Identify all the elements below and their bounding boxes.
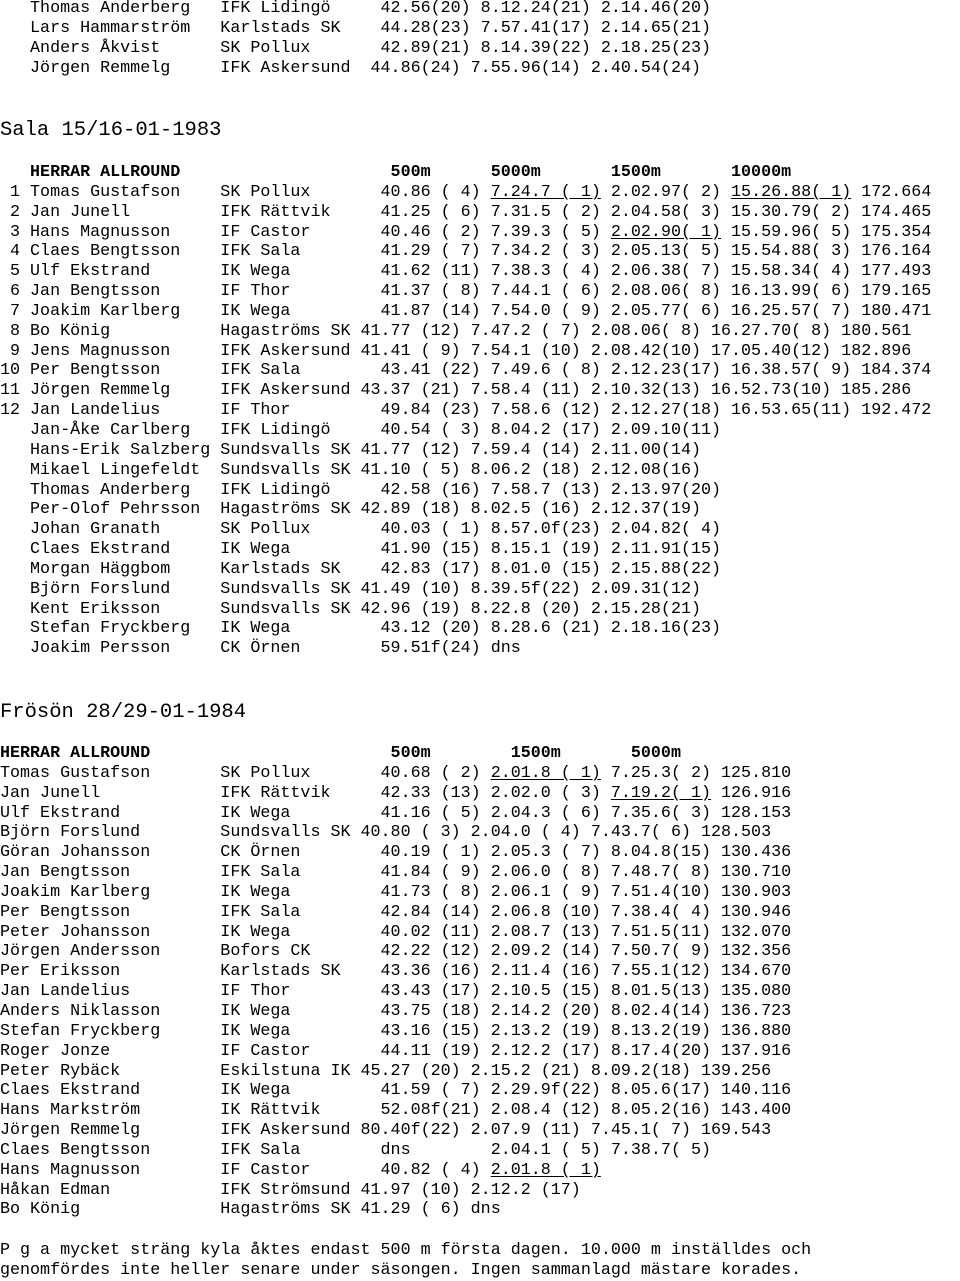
row-text: Mikael Lingefeldt Sundsvalls SK 41.10 ( 5) 8.06.2 (18) 2.12.08(16) xyxy=(0,460,701,480)
result-row xyxy=(0,1081,791,1101)
result-row xyxy=(0,580,931,600)
result-row xyxy=(0,1181,791,1201)
row-text: Bo König Hagaströms SK 41.29 ( 6) dns xyxy=(0,1200,501,1220)
row-text: Göran Johansson CK Örnen 40.19 ( 1) 2.05.3 ( 7) 8.04.8(15) 130.436 xyxy=(0,843,792,863)
froson-title: Frösön 28/29-01-1984 xyxy=(0,701,247,724)
row-text: 6 Jan Bengtsson IF Thor 41.37 ( 8) 7.44.1 ( 6) 2.08.06( 8) 16.13.99( 6) 179.165 xyxy=(0,282,932,302)
best-time-cell: 2.01.8 ( 1) xyxy=(490,1160,601,1180)
result-row xyxy=(0,942,791,962)
result-row xyxy=(0,1042,791,1062)
result-row xyxy=(0,242,931,262)
row-text: Stefan Fryckberg IK Wega 43.12 (20) 8.28.6 (21) 2.18.16(23) xyxy=(0,619,722,639)
result-row xyxy=(0,1121,791,1141)
froson-header: HERRAR ALLROUND 500m 1500m 5000m xyxy=(0,744,681,763)
row-text: Kent Eriksson Sundsvalls SK 42.96 (19) 8.22.8 (20) 2.15.28(21) xyxy=(0,599,701,619)
row-text: Jan Bengtsson IFK Sala 41.84 ( 9) 2.06.0 ( 8) 7.48.7( 8) 130.710 xyxy=(0,863,792,883)
row-text: Joakim Persson CK Örnen 59.51f(24) dns xyxy=(0,639,521,659)
footnote-line: P g a mycket sträng kyla åktes endast 500 m första dagen. 10.000 m inställdes och xyxy=(0,1241,812,1260)
row-text: Hans Magnusson IF Castor 40.82 ( 4) xyxy=(0,1160,491,1180)
row-text: Claes Ekstrand IK Wega 41.59 ( 7) 2.29.9f(22) 8.05.6(17) 140.116 xyxy=(0,1081,792,1101)
result-row xyxy=(0,520,931,540)
row-text: Hans-Erik Salzberg Sundsvalls SK 41.77 (12) 7.59.4 (14) 2.11.00(14) xyxy=(0,440,701,460)
footnote xyxy=(0,1241,811,1281)
row-text: 1 Tomas Gustafson SK Pollux 40.86 ( 4) xyxy=(0,182,491,202)
result-row xyxy=(0,203,931,223)
footnote-line: genomfördes inte heller senare under säsongen. Ingen sammanlagd mästare korades. xyxy=(0,1260,802,1280)
row-text: 7 Joakim Karlberg IK Wega 41.87 (14) 7.54.0 ( 9) 2.05.77( 6) 16.25.57( 7) 180.471 xyxy=(0,301,932,321)
result-row xyxy=(0,461,931,481)
row-text: Ulf Ekstrand IK Wega 41.16 ( 5) 2.04.3 ( 6) 7.35.6( 3) 128.153 xyxy=(0,803,792,823)
best-time-cell: 2.01.8 ( 1) xyxy=(490,763,601,783)
row-text: Hans Markström IK Rättvik 52.08f(21) 2.08.4 (12) 8.05.2(16) 143.400 xyxy=(0,1101,792,1121)
row-text: Thomas Anderberg IFK Lidingö 42.58 (16) 7.58.7 (13) 2.13.97(20) xyxy=(0,480,722,500)
row-text: Per Eriksson Karlstads SK 43.36 (16) 2.11.4 (16) 7.55.1(12) 134.670 xyxy=(0,962,792,982)
row-text: Björn Forslund Sundsvalls SK 40.80 ( 3) 2.04.0 ( 4) 7.43.7( 6) 128.503 xyxy=(0,823,772,843)
row-text: 15.59.96( 5) 175.354 xyxy=(721,222,932,242)
sala-header: HERRAR ALLROUND 500m 5000m 1500m 10000m xyxy=(0,163,792,182)
sala-title: Sala 15/16-01-1983 xyxy=(0,119,222,142)
result-row xyxy=(0,982,791,1002)
row-text: Jörgen Andersson Bofors CK 42.22 (12) 2.09.2 (14) 7.50.7( 9) 132.356 xyxy=(0,942,792,962)
result-row xyxy=(0,1062,791,1082)
best-time-cell: 7.24.7 ( 1) xyxy=(490,182,601,202)
row-text: 10 Per Bengtsson IFK Sala 43.41 (22) 7.49.6 ( 8) 2.12.23(17) 16.38.57( 9) 184.374 xyxy=(0,361,932,381)
top-results-block xyxy=(0,0,711,78)
result-row xyxy=(0,639,931,659)
result-row xyxy=(0,1200,791,1220)
row-text: Jörgen Remmelg IFK Askersund 80.40f(22) 2.07.9 (11) 7.45.1( 7) 169.543 xyxy=(0,1121,772,1141)
row-text: Joakim Karlberg IK Wega 41.73 ( 8) 2.06.1 ( 9) 7.51.4(10) 130.903 xyxy=(0,882,792,902)
result-row xyxy=(0,560,931,580)
sala-results-table xyxy=(0,163,931,659)
result-row xyxy=(0,401,931,421)
result-row xyxy=(0,764,791,784)
result-row xyxy=(0,1022,791,1042)
result-row xyxy=(0,322,931,342)
row-text: 5 Ulf Ekstrand IK Wega 41.62 (11) 7.38.3 ( 4) 2.06.38( 7) 15.58.34( 4) 177.493 xyxy=(0,262,932,282)
result-row xyxy=(0,540,931,560)
row-text: Claes Ekstrand IK Wega 41.90 (15) 8.15.1 (19) 2.11.91(15) xyxy=(0,540,722,560)
result-row xyxy=(0,804,791,824)
row-text: Claes Bengtsson IFK Sala dns 2.04.1 ( 5) 7.38.7( 5) xyxy=(0,1140,712,1160)
row-text: Per-Olof Pehrsson Hagaströms SK 42.89 (18) 8.02.5 (16) 2.12.37(19) xyxy=(0,500,701,520)
row-text: 2 Jan Junell IFK Rättvik 41.25 ( 6) 7.31.5 ( 2) 2.04.58( 3) 15.30.79( 2) 174.465 xyxy=(0,202,932,222)
result-row xyxy=(0,962,791,982)
result-row xyxy=(0,421,931,441)
best-time-cell: 15.26.88( 1) xyxy=(731,182,852,202)
froson-results-table xyxy=(0,744,791,1220)
row-text: 126.916 xyxy=(711,783,792,803)
row-text: 12 Jan Landelius IF Thor 49.84 (23) 7.58.6 (12) 2.12.27(18) 16.53.65(11) 192.472 xyxy=(0,401,932,421)
result-row xyxy=(0,1161,791,1181)
result-row xyxy=(0,441,931,461)
result-row xyxy=(0,500,931,520)
result-row xyxy=(0,903,791,923)
result-row xyxy=(0,282,931,302)
result-row: Lars Hammarström Karlstads SK 44.28(23) 7.57.41(17) 2.14.65(21) xyxy=(0,18,712,38)
row-text: Peter Rybäck Eskilstuna IK 45.27 (20) 2.15.2 (21) 8.09.2(18) 139.256 xyxy=(0,1061,772,1081)
row-text: Stefan Fryckberg IK Wega 43.16 (15) 2.13.2 (19) 8.13.2(19) 136.880 xyxy=(0,1021,792,1041)
row-text: 8 Bo König Hagaströms SK 41.77 (12) 7.47.2 ( 7) 2.08.06( 8) 16.27.70( 8) 180.561 xyxy=(0,321,912,341)
row-text: Tomas Gustafson SK Pollux 40.68 ( 2) xyxy=(0,763,491,783)
result-row xyxy=(0,863,791,883)
result-row: Anders Åkvist SK Pollux 42.89(21) 8.14.39(22) 2.18.25(23) xyxy=(0,38,712,58)
row-text: Håkan Edman IFK Strömsund 41.97 (10) 2.12.2 (17) xyxy=(0,1180,581,1200)
result-row: Jörgen Remmelg IFK Askersund 44.86(24) 7.55.96(14) 2.40.54(24) xyxy=(0,58,701,78)
best-time-cell: 7.19.2( 1) xyxy=(610,783,712,803)
result-row xyxy=(0,223,931,243)
result-row xyxy=(0,923,791,943)
row-text: 11 Jörgen Remmelg IFK Askersund 43.37 (21) 7.58.4 (11) 2.10.32(13) 16.52.73(10) 185.286 xyxy=(0,381,912,401)
row-text: 7.25.3( 2) 125.810 xyxy=(600,763,792,783)
row-text: 172.664 xyxy=(851,182,932,202)
row-text: Björn Forslund Sundsvalls SK 41.49 (10) 8.39.5f(22) 2.09.31(12) xyxy=(0,579,701,599)
result-row xyxy=(0,619,931,639)
result-row xyxy=(0,262,931,282)
result-row xyxy=(0,1101,791,1121)
result-row: Thomas Anderberg IFK Lidingö 42.56(20) 8.12.24(21) 2.14.46(20) xyxy=(0,0,712,18)
result-row xyxy=(0,183,931,203)
result-row xyxy=(0,1141,791,1161)
result-row xyxy=(0,342,931,362)
result-row xyxy=(0,600,931,620)
best-time-cell: 2.02.90( 1) xyxy=(610,222,722,242)
row-text: Jan Junell IFK Rättvik 42.33 (13) 2.02.0 ( 3) xyxy=(0,783,611,803)
row-text: 3 Hans Magnusson IF Castor 40.46 ( 2) 7.39.3 ( 5) xyxy=(0,222,611,242)
row-text: 4 Claes Bengtsson IFK Sala 41.29 ( 7) 7.34.2 ( 3) 2.05.13( 5) 15.54.88( 3) 176.164 xyxy=(0,242,932,262)
row-text: Roger Jonze IF Castor 44.11 (19) 2.12.2 (17) 8.17.4(20) 137.916 xyxy=(0,1041,792,1061)
result-row xyxy=(0,843,791,863)
result-row xyxy=(0,1002,791,1022)
result-row xyxy=(0,883,791,903)
row-text: 2.02.97( 2) xyxy=(600,182,732,202)
result-row xyxy=(0,381,931,401)
row-text: Johan Granath SK Pollux 40.03 ( 1) 8.57.0f(23) 2.04.82( 4) xyxy=(0,520,722,540)
row-text: 9 Jens Magnusson IFK Askersund 41.41 ( 9) 7.54.1 (10) 2.08.42(10) 17.05.40(12) 182.896 xyxy=(0,341,912,361)
result-row xyxy=(0,784,791,804)
row-text: Jan Landelius IF Thor 43.43 (17) 2.10.5 (15) 8.01.5(13) 135.080 xyxy=(0,982,792,1002)
result-row xyxy=(0,481,931,501)
result-row xyxy=(0,302,931,322)
row-text: Anders Niklasson IK Wega 43.75 (18) 2.14.2 (20) 8.02.4(14) 136.723 xyxy=(0,1001,792,1021)
row-text: Per Bengtsson IFK Sala 42.84 (14) 2.06.8 (10) 7.38.4( 4) 130.946 xyxy=(0,902,792,922)
row-text: Jan-Åke Carlberg IFK Lidingö 40.54 ( 3) 8.04.2 (17) 2.09.10(11) xyxy=(0,420,722,440)
row-text: Morgan Häggbom Karlstads SK 42.83 (17) 8.01.0 (15) 2.15.88(22) xyxy=(0,559,722,579)
result-row xyxy=(0,823,791,843)
row-text: Peter Johansson IK Wega 40.02 (11) 2.08.7 (13) 7.51.5(11) 132.070 xyxy=(0,922,792,942)
result-row xyxy=(0,361,931,381)
